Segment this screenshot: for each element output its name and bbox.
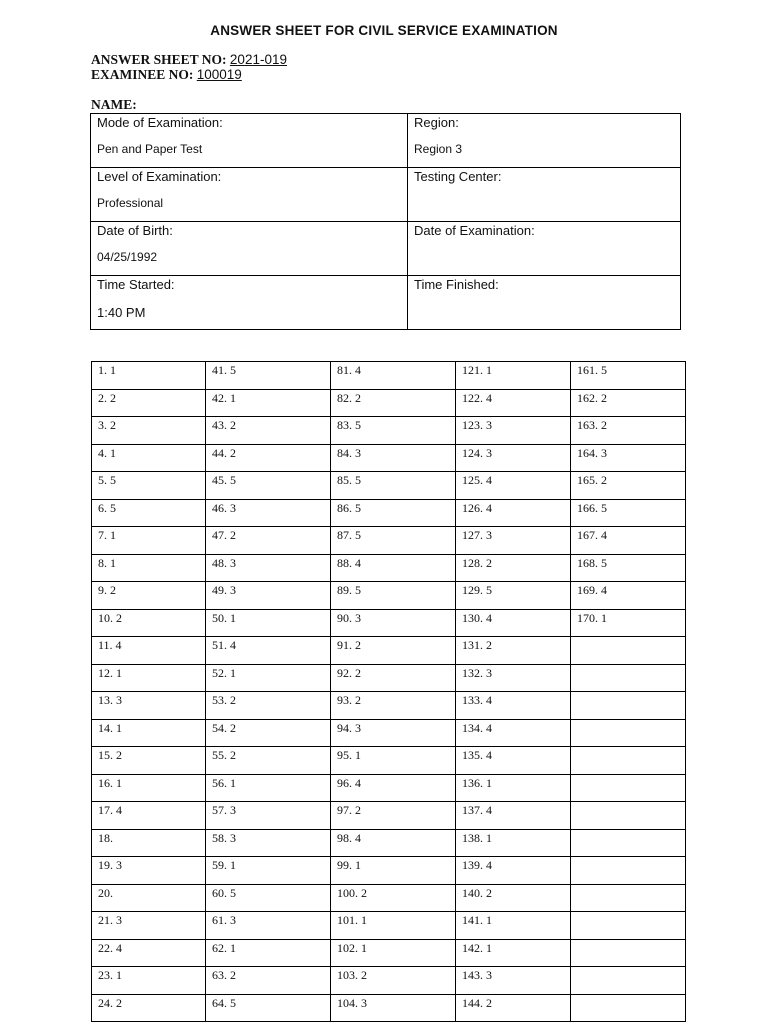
level-label: Level of Examination: [97,169,222,184]
answer-cell: 7. 1 [92,527,206,555]
exam-date-cell [408,222,681,276]
answer-cell: 94. 3 [331,719,456,747]
examinee-no-label: EXAMINEE NO: [91,67,194,82]
answer-row [92,527,686,555]
answer-cell: 23. 1 [92,967,206,995]
answer-cell: 19. 3 [92,857,206,885]
answer-cell: 17. 4 [92,802,206,830]
answer-cell: 15. 2 [92,747,206,775]
answer-cell: 58. 3 [206,829,331,857]
answer-row [92,719,686,747]
answer-cell: 55. 2 [206,747,331,775]
answer-cell: 1. 1 [92,362,206,390]
answer-cell: 89. 5 [331,582,456,610]
answer-row [92,664,686,692]
answer-cell: 6. 5 [92,499,206,527]
answer-cell: 81. 4 [331,362,456,390]
answer-sheet-no [91,52,287,68]
answer-cell [571,664,686,692]
answer-cell: 2. 2 [92,389,206,417]
name-label: NAME: [91,97,137,112]
answer-cell: 164. 3 [571,444,686,472]
answer-cell: 96. 4 [331,774,456,802]
answer-cell: 168. 5 [571,554,686,582]
time-finished-cell [408,276,681,330]
answer-cell [571,637,686,665]
time-started-label: Time Started: [97,277,175,292]
testing-center-label: Testing Center: [414,169,502,184]
answer-cell: 166. 5 [571,499,686,527]
answer-cell: 4. 1 [92,444,206,472]
answer-cell: 13. 3 [92,692,206,720]
answer-cell [571,774,686,802]
answer-cell: 165. 2 [571,472,686,500]
answer-row [92,582,686,610]
answer-sheet-no-value: 2021-019 [229,52,287,67]
answer-cell: 102. 1 [331,939,456,967]
answer-cell: 16. 1 [92,774,206,802]
dob-cell [91,222,408,276]
answer-cell: 91. 2 [331,637,456,665]
answer-cell: 82. 2 [331,389,456,417]
answer-row [92,829,686,857]
time-finished-label: Time Finished: [414,277,499,292]
answer-row [92,444,686,472]
time-started-cell [91,276,408,330]
answer-row [92,389,686,417]
answer-cell [571,884,686,912]
answer-cell: 60. 5 [206,884,331,912]
answer-cell: 56. 1 [206,774,331,802]
answer-cell: 11. 4 [92,637,206,665]
answer-cell: 141. 1 [456,912,571,940]
answer-cell: 139. 4 [456,857,571,885]
answer-cell: 135. 4 [456,747,571,775]
answer-cell: 167. 4 [571,527,686,555]
answer-cell: 24. 2 [92,994,206,1022]
mode-label: Mode of Examination: [97,115,223,130]
answer-cell: 130. 4 [456,609,571,637]
answer-cell: 104. 3 [331,994,456,1022]
answer-cell: 136. 1 [456,774,571,802]
exam-date-label: Date of Examination: [414,223,535,238]
answer-cell: 95. 1 [331,747,456,775]
answer-cell: 42. 1 [206,389,331,417]
answer-row [92,499,686,527]
answer-cell: 59. 1 [206,857,331,885]
answer-row [92,802,686,830]
region-value: Region 3 [414,142,463,156]
answer-cell: 123. 3 [456,417,571,445]
answer-row [92,857,686,885]
answer-cell: 161. 5 [571,362,686,390]
answer-cell: 90. 3 [331,609,456,637]
answer-cell: 83. 5 [331,417,456,445]
answer-cell: 132. 3 [456,664,571,692]
answer-cell: 101. 1 [331,912,456,940]
answer-cell: 88. 4 [331,554,456,582]
answer-cell: 8. 1 [92,554,206,582]
answer-cell [571,939,686,967]
document-title: ANSWER SHEET FOR CIVIL SERVICE EXAMINATION [210,23,558,38]
answer-cell: 103. 2 [331,967,456,995]
answer-cell: 51. 4 [206,637,331,665]
answer-cell: 87. 5 [331,527,456,555]
answer-row [92,994,686,1022]
mode-value: Pen and Paper Test [97,142,203,156]
answers-body [92,362,686,1022]
answer-cell: 127. 3 [456,527,571,555]
answer-cell [571,857,686,885]
answer-cell: 20. [92,884,206,912]
examinee-no-value: 100019 [196,67,242,82]
answer-sheet-no-label: ANSWER SHEET NO: [91,52,227,67]
answer-cell [571,747,686,775]
answer-cell: 64. 5 [206,994,331,1022]
answer-cell: 133. 4 [456,692,571,720]
answer-cell: 52. 1 [206,664,331,692]
answer-cell: 131. 2 [456,637,571,665]
time-started-value: 1:40 PM [97,305,146,320]
answer-cell: 125. 4 [456,472,571,500]
answer-cell [571,692,686,720]
answer-cell: 49. 3 [206,582,331,610]
answer-cell: 50. 1 [206,609,331,637]
answer-cell: 93. 2 [331,692,456,720]
answer-cell: 54. 2 [206,719,331,747]
dob-label: Date of Birth: [97,223,173,238]
answer-cell: 18. [92,829,206,857]
answer-cell [571,967,686,995]
answer-cell: 126. 4 [456,499,571,527]
answer-cell: 97. 2 [331,802,456,830]
answer-row [92,417,686,445]
region-label: Region: [414,115,459,130]
answer-row [92,637,686,665]
answers-table [91,361,686,1022]
answer-cell: 170. 1 [571,609,686,637]
answer-cell: 21. 3 [92,912,206,940]
answer-cell [571,912,686,940]
level-cell [91,168,408,222]
answer-cell: 169. 4 [571,582,686,610]
answer-cell: 47. 2 [206,527,331,555]
answer-cell: 46. 3 [206,499,331,527]
answer-cell: 144. 2 [456,994,571,1022]
answer-cell: 22. 4 [92,939,206,967]
answer-cell: 134. 4 [456,719,571,747]
answer-cell: 99. 1 [331,857,456,885]
answer-row [92,472,686,500]
answer-cell: 10. 2 [92,609,206,637]
answer-cell: 121. 1 [456,362,571,390]
answer-cell: 129. 5 [456,582,571,610]
answer-cell: 85. 5 [331,472,456,500]
answer-cell: 12. 1 [92,664,206,692]
answer-cell: 45. 5 [206,472,331,500]
answer-row [92,554,686,582]
answer-row [92,967,686,995]
answer-cell: 163. 2 [571,417,686,445]
level-value: Professional [97,196,164,210]
exam-info-table [90,113,681,330]
answer-cell: 124. 3 [456,444,571,472]
region-cell [408,114,681,168]
examinee-no [91,67,242,83]
answer-cell: 86. 5 [331,499,456,527]
answer-cell: 14. 1 [92,719,206,747]
answer-cell [571,994,686,1022]
answer-cell: 3. 2 [92,417,206,445]
answer-cell: 48. 3 [206,554,331,582]
answer-cell [571,719,686,747]
answer-cell: 137. 4 [456,802,571,830]
answer-row [92,939,686,967]
answer-cell [571,829,686,857]
answer-row [92,747,686,775]
answer-cell: 143. 3 [456,967,571,995]
answer-row [92,692,686,720]
answer-cell: 62. 1 [206,939,331,967]
answer-cell: 63. 2 [206,967,331,995]
answer-cell: 138. 1 [456,829,571,857]
answer-cell: 57. 3 [206,802,331,830]
answer-row [92,884,686,912]
answer-cell: 142. 1 [456,939,571,967]
answer-cell: 98. 4 [331,829,456,857]
answer-cell [571,802,686,830]
dob-value: 04/25/1992 [97,250,158,264]
testing-center-cell [408,168,681,222]
answer-row [92,362,686,390]
answer-cell: 84. 3 [331,444,456,472]
answer-cell: 162. 2 [571,389,686,417]
answer-cell: 44. 2 [206,444,331,472]
answer-cell: 9. 2 [92,582,206,610]
answer-cell: 122. 4 [456,389,571,417]
answer-row [92,774,686,802]
answer-row [92,912,686,940]
answer-cell: 140. 2 [456,884,571,912]
answer-cell: 41. 5 [206,362,331,390]
answer-cell: 53. 2 [206,692,331,720]
answer-row [92,609,686,637]
answer-cell: 92. 2 [331,664,456,692]
answer-cell: 5. 5 [92,472,206,500]
answer-cell: 61. 3 [206,912,331,940]
answer-cell: 100. 2 [331,884,456,912]
answer-cell: 43. 2 [206,417,331,445]
mode-cell [91,114,408,168]
answer-cell: 128. 2 [456,554,571,582]
